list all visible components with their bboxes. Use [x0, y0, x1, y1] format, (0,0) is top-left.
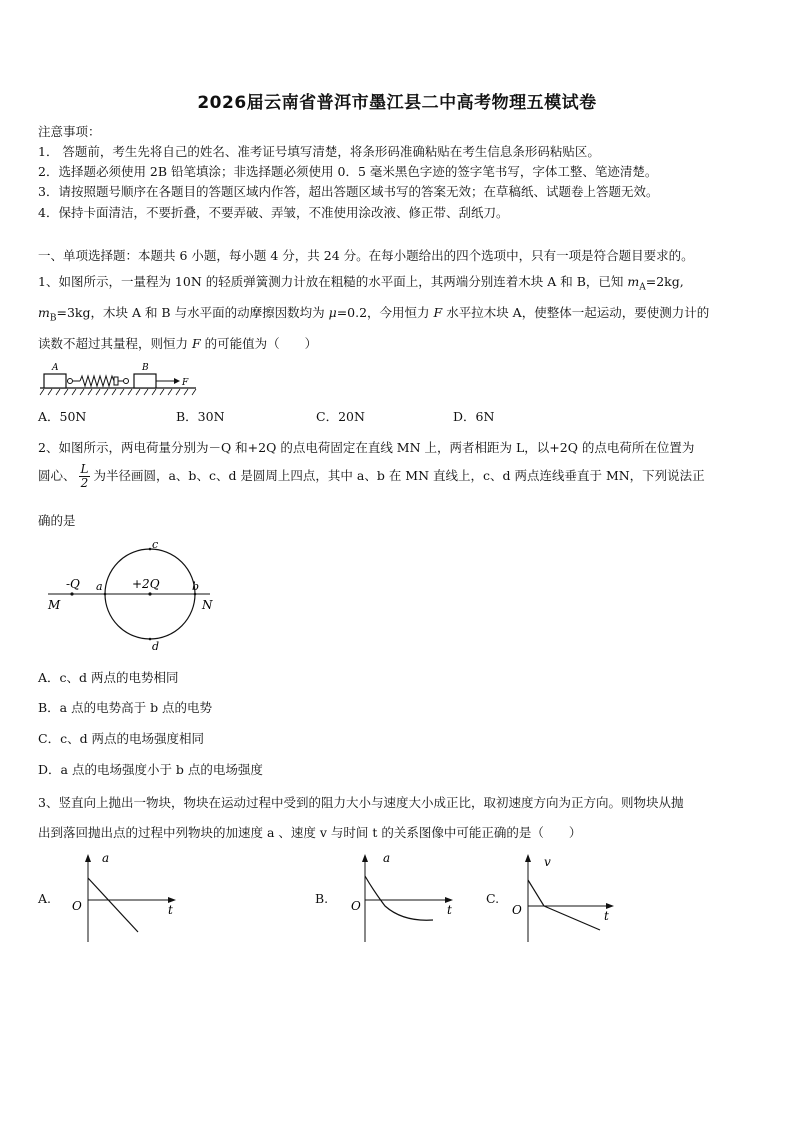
q1-line-1	[38, 272, 684, 293]
point-m-label: M	[48, 598, 61, 612]
q1-spring-figure	[38, 358, 203, 398]
q1-text-2c: 水平拉木块 A，使整体一起运动，要使测力计的	[442, 305, 710, 320]
q2-option-c: C．c、d 两点的电场强度相同	[38, 731, 205, 746]
section-heading: 一、单项选择题：本题共 6 小题，每小题 4 分，共 24 分。在每小题给出的四个选项中，只有一项是符合题目要求的。	[38, 248, 694, 263]
q3-line-2: 出到落回抛出点的过程中列物块的加速度 a 、速度 v 与时间 t 的关系图像中可能正确的是（ ）	[38, 825, 582, 840]
q3-graph-c-label: C.	[486, 891, 500, 906]
q2-line-3: 确的是	[38, 513, 76, 528]
q1-mass-a-value: =2kg,	[645, 274, 684, 289]
q2-text-2a: 圆心、	[38, 468, 76, 483]
block-a	[44, 374, 66, 388]
spring	[80, 376, 114, 386]
block-b	[134, 374, 156, 388]
q1-mass-b: m	[38, 305, 50, 320]
graph-b-curve	[365, 876, 433, 920]
q2-text-2b: 为半径画圆，a、b、c、d 是圆周上四点，其中 a、b 在 MN 直线上，c、d 两点连线垂直于 MN，下列说法正	[93, 468, 705, 483]
graph-c-xaxis-label: t	[604, 909, 609, 923]
q2-option-d: D．a 点的电场强度小于 b 点的电场强度	[38, 762, 263, 777]
q3-graph-b	[345, 850, 460, 945]
q3-graph-b-label: B.	[315, 891, 329, 906]
q1-text-2b: =0.2，今用恒力	[336, 305, 434, 320]
graph-c-curve-1	[528, 880, 544, 906]
q2-line-2	[38, 463, 705, 490]
q1-mu: μ	[328, 305, 337, 320]
q1-line-3	[38, 334, 317, 352]
graph-c-yaxis-label: v	[544, 855, 551, 869]
q1-option-a: A．50N	[38, 409, 87, 424]
graph-c-origin-label: O	[512, 903, 522, 917]
pos-charge-label: +2Q	[132, 577, 160, 591]
q2-option-b: B．a 点的电势高于 b 点的电势	[38, 700, 213, 715]
point-d-label: d	[152, 640, 160, 653]
graph-a-curve	[88, 878, 138, 932]
notice-item-4: 4．保持卡面清洁，不要折叠，不要弄破、弄皱，不准使用涂改液、修正带、刮纸刀。	[38, 205, 509, 220]
point-n-label: N	[202, 598, 213, 612]
graph-c-curve-2	[544, 906, 600, 930]
notice-item-3: 3．请按照题号顺序在各题目的答题区域内作答，超出答题区域书写的答案无效；在草稿纸、试题卷上答题无效。	[38, 184, 659, 199]
q1-option-d: D．6N	[453, 409, 495, 424]
q1-mass-a: m	[627, 274, 640, 289]
graph-a-origin-label: O	[72, 899, 82, 913]
graph-b-yaxis-label: a	[383, 851, 391, 865]
q1-option-b: B．30N	[176, 409, 225, 424]
q1-mass-b-sub: B	[49, 313, 57, 324]
q1-text-3b: 的可能值为（ ）	[200, 336, 318, 351]
page-title: 2026届云南省普洱市墨江县二中高考物理五模试卷	[197, 93, 597, 113]
q3-graph-c	[510, 850, 620, 945]
q2-fraction-den: 2	[80, 476, 89, 490]
neg-charge-label: -Q	[66, 577, 80, 591]
q1-text-1: 1、如图所示，一量程为 10N 的轻质弹簧测力计放在粗糙的水平面上，其两端分别连着木块 A 和 B，已知	[38, 274, 628, 289]
block-b-label: B	[142, 363, 149, 373]
notice-heading: 注意事项：	[38, 124, 101, 139]
point-b-label: b	[192, 580, 200, 593]
q1-text-3a: 读数不超过其量程，则恒力	[38, 336, 192, 351]
q1-line-2	[38, 303, 709, 324]
q1-force-2: F	[191, 336, 201, 351]
q1-text-2a: =3kg，木块 A 和 B 与水平面的动摩擦因数均为	[56, 305, 329, 320]
block-a-label: A	[52, 363, 59, 373]
graph-b-origin-label: O	[351, 899, 361, 913]
point-c-label: c	[152, 538, 159, 551]
notice-item-1: 1． 答题前，考生先将自己的姓名、准考证号填写清楚，将条形码准确粘贴在考生信息条形码粘贴区。	[38, 144, 600, 159]
q3-graph-a	[70, 850, 180, 945]
force-label: F	[182, 378, 189, 388]
graph-a-xaxis-label: t	[168, 903, 173, 917]
q2-fraction-num: L	[80, 462, 89, 476]
q2-option-a: A．c、d 两点的电势相同	[38, 670, 179, 685]
q3-graph-a-label: A.	[38, 891, 52, 906]
point-a-label: a	[96, 580, 103, 593]
q1-option-c: C．20N	[316, 409, 365, 424]
graph-a-yaxis-label: a	[102, 851, 110, 865]
q1-mass-a-sub: A	[639, 282, 646, 293]
notice-item-2: 2．选择题必须使用 2B 铅笔填涂；非选择题必须使用 0．5 毫米黑色字迹的签字笔书写，字体工整、笔迹清楚。	[38, 164, 658, 179]
q2-circle-figure	[40, 538, 220, 653]
q2-fraction	[79, 463, 91, 490]
q3-line-1: 3、竖直向上抛出一物块，物块在运动过程中受到的阻力大小与速度大小成正比，取初速度方向为正方向。则物块从抛	[38, 795, 684, 810]
graph-b-xaxis-label: t	[447, 903, 452, 917]
q1-force: F	[433, 305, 443, 320]
q2-line-1: 2、如图所示，两电荷量分别为－Q 和+2Q 的点电荷固定在直线 MN 上，两者相距为 L，以+2Q 的点电荷所在位置为	[38, 440, 695, 455]
